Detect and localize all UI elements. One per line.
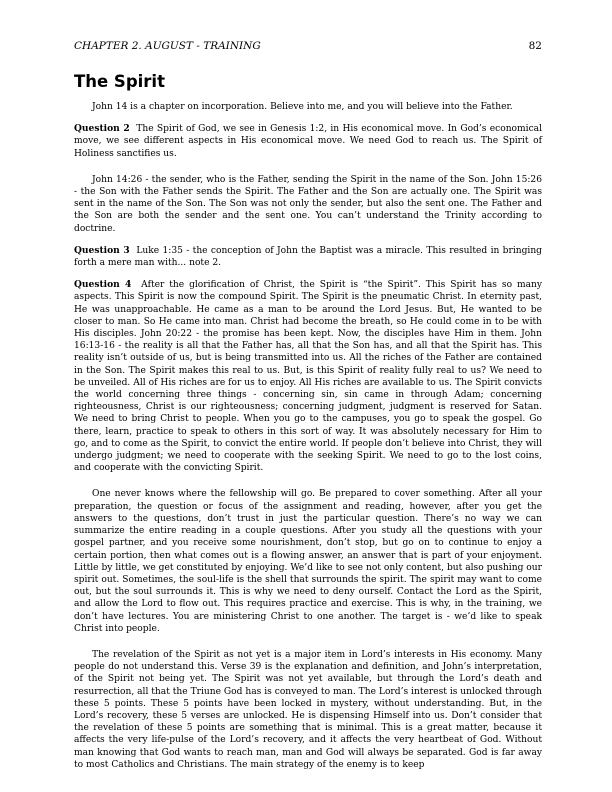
- chapter-heading: CHAPTER 2. AUGUST - TRAINING: [74, 40, 261, 52]
- document-page: [74, 40, 542, 771]
- question-3-label: Question 3: [74, 244, 130, 256]
- question-4-label: Question 4: [74, 279, 132, 291]
- section-title: The Spirit: [74, 72, 165, 91]
- paragraph-fellowship: One never knows where the fellowship will go. Be prepared to cover something. After all your preparation, the question or focus of the assignment and reading, however, after you get the answers to the questions, don’t trust in just the particular question. There’s no way we can summarize the entire reading in a couple questions. After you study all the questions with your gospel partner, and you receive some nourishment, don’t stop, but go on to continue to enjoy a certain portion, then what comes out is a flowing answer, an answer that is part of your enjoyment. Little by little, we get constituted by enjoying. We’d like to see not only content, but also pushing our spirit out. Sometimes, the soul-life is the shell that surrounds the spirit. The spirit may want to come out, but the soul surrounds it. This is why we need to deny ourself. Contact the Lord as the Spirit, and allow the Lord to flow out. This requires practice and exercise. This is why, in the training, we don’t have lectures. You are ministering Christ to one another. The target is - we’d like to speak Christ into people.: [74, 489, 542, 634]
- question-2-label: Question 2: [74, 123, 130, 135]
- paragraph-question-3: [74, 245, 542, 269]
- question-3-text: Luke 1:35 - the conception of John the Baptist was a miracle. This resulted in bringing forth a mere man with... note 2.: [74, 245, 543, 269]
- paragraph-john-14: John 14:26 - the sender, who is the Father, sending the Spirit in the name of the Son. John 15:26 - the Son with the Father sends the Spirit. The Father and the Son are actually one. The Spirit was sent in the name of the Son. The Son was not only the sender, but also the sent one. The Father and the Son are both the sender and the sent one. You can’t understand the Trinity according to doctrine.: [74, 174, 542, 234]
- running-header: [74, 40, 542, 58]
- paragraph-question-2: [74, 123, 542, 160]
- question-4-text: After the glorification of Christ, the Spirit is “the Spirit”. This Spirit has so many aspects. This Spirit is now the compound Spirit. The Spirit is the pneumatic Christ. In eternity past, He was unapproachable. He came as a man to be around the Lord Jesus. But, He wanted to be closer to man. So He came into man. Christ had become the breath, so He could come in to be with His disciples. John 20:22 - the promise has been kept. Now, the disciples have Him in them. John 16:13-16 - the reality is all that the Father has, all that the Son has, and all that the Spirit has. This reality isn’t outside of us, but is being transmitted into us. All the riches of the Father are contained in the Son. The Spirit makes this real to us. But, is this Spirit of reality fully real to us? We need to be unveiled. All of His riches are for us to enjoy. All His riches are available to us. The Spirit convicts the world concerning three things - concerning sin, sin came in through Adam; concerning righteousness, Christ is our righteousness; concerning judgment, judgment is reserved for Satan. We need to bring Christ to people. When you go to the campuses, you go to speak the gospel. Go there, learn, practice to speak to others in this sort of way. It was absolutely necessary for Him to go, and to come as the Spirit, to convict the entire world. If people don’t believe into Christ, they will undergo judgment; we need to cooperate with the seeking Spirit. We need to go to the lost coins, and cooperate with the convicting Spirit.: [74, 280, 543, 474]
- question-2-text: The Spirit of God, we see in Genesis 1:2, in His economical move. In God’s economical move, we see different aspects in His economical move. We need God to reach us. The Spirit of Holiness sanctifies us.: [74, 124, 542, 159]
- paragraph-question-4: [74, 279, 542, 474]
- paragraph-intro: John 14 is a chapter on incorporation. Believe into me, and you will believe into the Father.: [92, 102, 513, 112]
- paragraph-revelation: The revelation of the Spirit as not yet is a major item in Lord’s interests in His economy. Many people do not understand this. Verse 39 is the explanation and definition, and John’s interpretation, of the Spirit not being yet. The Spirit was not yet available, but through the Lord’s death and resurrection, all that the Triune God has is conveyed to man. The Lord’s interest is unlocked through these 5 points. These 5 points have been locked in mystery, without understanding. But, in the Lord’s recovery, these 5 verses are unlocked. He is dispensing Himself into us. Don’t consider that the revelation of these 5 points are something that is minimal. This is a great matter, because it affects the very life-pulse of the Lord’s recovery, and it affects the very heartbeat of God. Without man knowing that God wants to reach man, man and God will always be separated. God is far away to most Catholics and Christians. The main strategy of the enemy is to keep: [74, 649, 542, 770]
- page-number: 82: [528, 40, 542, 52]
